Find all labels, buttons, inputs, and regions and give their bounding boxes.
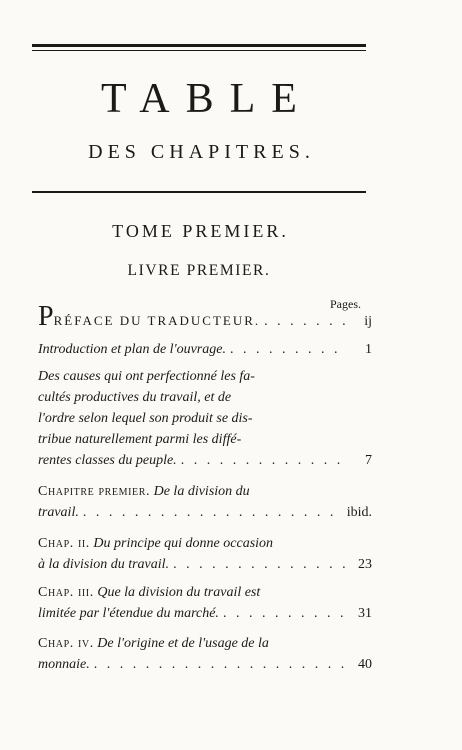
entry-text: à la division du travail. xyxy=(38,557,170,572)
leader-dots xyxy=(94,654,348,675)
page-number: 31 xyxy=(358,606,372,621)
entry-line xyxy=(38,481,372,502)
tome-heading: TOME PREMIER. xyxy=(112,221,289,241)
livre-heading: LIVRE PREMIER. xyxy=(127,262,271,279)
toc-entry-preface xyxy=(38,303,372,332)
toc-entry-chapitre-1 xyxy=(38,481,372,523)
chapter-title: De la division du xyxy=(153,484,250,499)
leader-dots xyxy=(264,311,348,332)
entry-line xyxy=(38,533,372,554)
chapter-label: Chap. iv. xyxy=(38,636,94,651)
entry-line: tribue naturellement parmi les diffé- xyxy=(38,432,242,447)
entry-text: travail. xyxy=(38,505,79,520)
page-number: 1 xyxy=(365,342,372,357)
entry-text: rentes classes du peuple. xyxy=(38,453,177,468)
entry-text: RÉFACE DU TRADUCTEUR. xyxy=(53,313,261,328)
toc-row xyxy=(38,603,372,624)
page-number: ij xyxy=(364,314,372,329)
entry-text: limitée par l'étendue du marché. xyxy=(38,606,219,621)
chapter-label: Chap. iii. xyxy=(38,585,94,600)
drop-cap: P xyxy=(38,301,54,332)
chapter-title: De l'origine et de l'usage de la xyxy=(97,636,269,651)
page-number: 40 xyxy=(358,657,372,672)
top-rule-thick xyxy=(32,44,366,47)
page-title: TABLE xyxy=(101,76,313,122)
toc-row xyxy=(38,339,372,360)
toc-entry-causes xyxy=(38,366,372,471)
leader-dots xyxy=(181,450,348,471)
chapter-label: Chap. ii. xyxy=(38,536,90,551)
toc-row xyxy=(38,303,372,332)
toc-row xyxy=(38,502,372,523)
chapter-title: Du principe qui donne occasion xyxy=(93,536,274,551)
entry-line: l'ordre selon lequel son produit se dis- xyxy=(38,411,253,426)
chapter-label: Chapitre premier. xyxy=(38,484,151,499)
toc-entry-introduction xyxy=(38,339,372,360)
entry-line: cultés productives du travail, et de xyxy=(38,390,232,405)
entry-text: monnaie. xyxy=(38,657,90,672)
leader-dots xyxy=(83,502,343,523)
entry-line xyxy=(38,633,372,654)
page-subtitle: DES CHAPITRES. xyxy=(88,141,315,163)
page-number: ibid. xyxy=(346,505,372,520)
leader-dots xyxy=(230,339,348,360)
page-number: 7 xyxy=(365,453,372,468)
page-number: 23 xyxy=(358,557,372,572)
entry-line: Des causes qui ont perfectionné les fa- xyxy=(38,369,255,384)
top-rule-thin xyxy=(32,50,366,51)
pages-label: Pages. xyxy=(330,297,361,311)
toc-row xyxy=(38,554,372,575)
entry-line xyxy=(38,582,372,603)
toc-row xyxy=(38,450,372,471)
section-rule xyxy=(32,191,366,193)
leader-dots xyxy=(223,603,348,624)
leader-dots xyxy=(173,554,348,575)
toc-entry-chapitre-2 xyxy=(38,533,372,575)
chapter-title: Que la division du travail est xyxy=(97,585,261,600)
entry-text: Introduction et plan de l'ouvrage. xyxy=(38,342,226,357)
toc-entry-chapitre-3 xyxy=(38,582,372,624)
toc-row xyxy=(38,654,372,675)
toc-entry-chapitre-4 xyxy=(38,633,372,675)
